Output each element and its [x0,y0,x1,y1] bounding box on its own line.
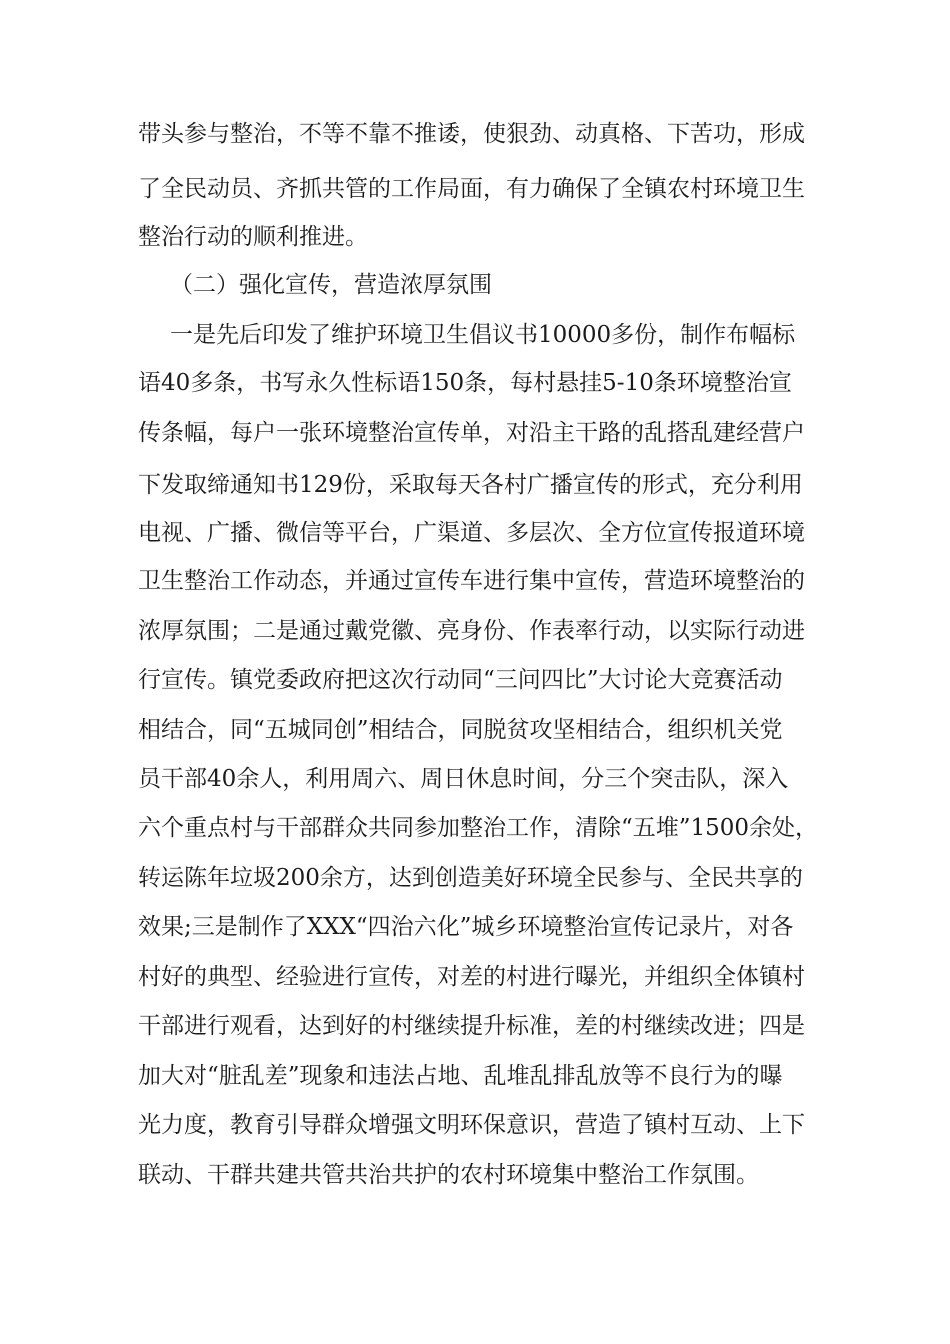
body-text-line: 员干部40余人，利用周六、周日休息时间，分三个突击队，深入 [138,766,789,792]
body-text-line: 一是先后印发了维护环境卫生倡议书10000多份，制作布幅标 [170,322,796,348]
body-text-line: 效果;三是制作了XXX“四治六化”城乡环境整治宣传记录片，对各 [138,914,794,940]
body-text-line: 干部进行观看，达到好的村继续提升标准，差的村继续改进；四是 [138,1013,805,1039]
body-text-line: 卫生整治工作动态，并通过宣传车进行集中宣传，营造环境整治的 [138,568,805,594]
body-text-line: 转运陈年垃圾200余方，达到创造美好环境全民参与、全民共享的 [138,865,803,891]
body-text-line: 带头参与整治，不等不靠不推诿，使狠劲、动真格、下苦功，形成 [138,121,805,147]
section-heading: （二）强化宣传，营造浓厚氛围 [170,272,492,298]
body-text-line: 六个重点村与干部群众共同参加整治工作，清除“五堆”1500余处， [138,815,819,841]
body-text-line: 传条幅，每户一张环境整治宣传单，对沿主干路的乱搭乱建经营户 [138,420,805,446]
body-text-line: 村好的典型、经验进行宣传，对差的村进行曝光，并组织全体镇村 [138,964,805,990]
body-text-line: 浓厚氛围；二是通过戴党徽、亮身份、作表率行动，以实际行动进 [138,618,805,644]
body-text-line: 了全民动员、齐抓共管的工作局面，有力确保了全镇农村环境卫生 [138,176,805,202]
body-text-line: 联动、干群共建共管共治共护的农村环境集中整治工作氛围。 [138,1162,759,1188]
body-text-line: 加大对“脏乱差”现象和违法占地、乱堆乱排乱放等不良行为的曝 [138,1063,783,1089]
body-text-line: 语40多条，书写永久性标语150条，每村悬挂5-10条环境整治宣 [138,370,792,396]
body-text-line: 光力度，教育引导群众增强文明环保意识，营造了镇村互动、上下 [138,1112,805,1138]
body-text-line: 行宣传。镇党委政府把这次行动同“三问四比”大讨论大竞赛活动 [138,667,783,693]
body-text-line: 电视、广播、微信等平台，广渠道、多层次、全方位宣传报道环境 [138,520,805,546]
body-text-line: 整治行动的顺利推进。 [138,224,368,250]
body-text-line: 下发取缔通知书129份，采取每天各村广播宣传的形式，充分利用 [138,472,803,498]
body-text-line: 相结合，同“五城同创”相结合，同脱贫攻坚相结合，组织机关党 [138,717,783,743]
